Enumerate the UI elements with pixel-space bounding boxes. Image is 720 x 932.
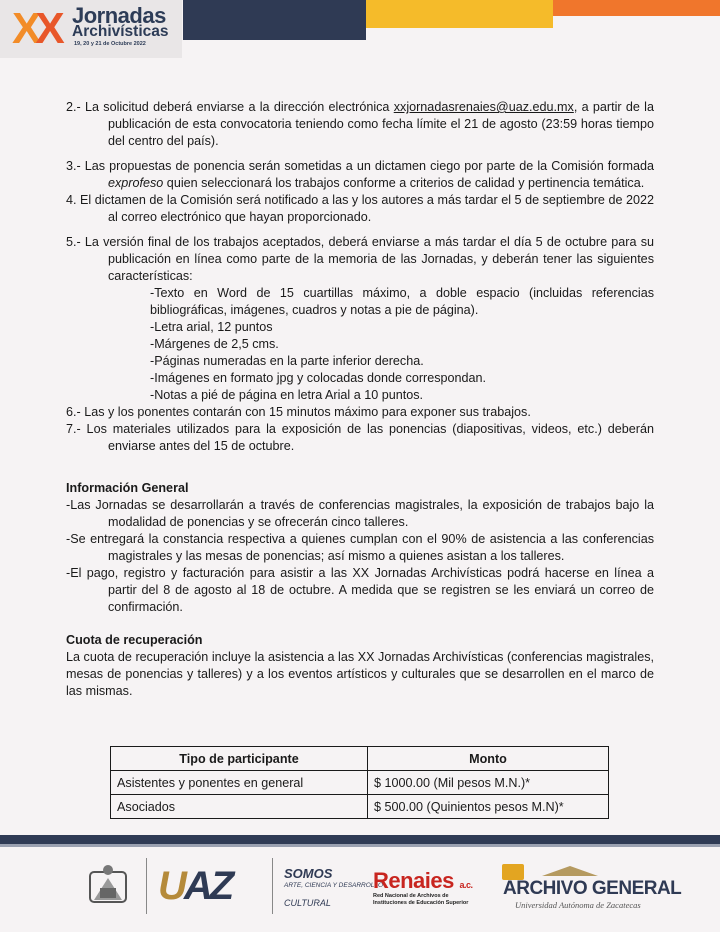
quota-heading: Cuota de recuperación — [66, 633, 203, 647]
renaies-subtitle: Red Nacional de Archivos de Instituciones de Educación Superior — [373, 893, 469, 906]
item-3-before: 3.- Las propuestas de ponencia serán sometidas a un dictamen ciego por parte de la Comisión formada — [66, 159, 654, 173]
renaies-name: Renaies — [373, 868, 454, 893]
item-2-suffix: , a partir de la publicación de esta convocatoria teniendo como fecha límite el 21 de agosto (23:59 horas tiempo del centro del país). — [108, 100, 654, 148]
table-cell: $ 500.00 (Quinientos pesos M.N)* — [368, 795, 609, 819]
column-header: Tipo de participante — [111, 747, 368, 771]
logo-dates: 19, 20 y 21 de Octubre 2022 — [74, 41, 146, 47]
renaies-ac: a.c. — [459, 880, 473, 890]
university-seal-icon — [84, 862, 132, 908]
footer-bar-secondary — [0, 844, 720, 847]
footer-logos — [0, 850, 720, 932]
quota-table — [110, 746, 609, 819]
item-6: 6.- Las y los ponentes contarán con 15 minutos máximo para exponer sus trabajos. — [66, 405, 531, 419]
somos-cultural: CULTURAL — [284, 898, 331, 908]
item-2 — [66, 99, 654, 150]
logo-mark: XX — [12, 4, 59, 53]
item-3-after: quien seleccionará los trabajos conforme a criterios de calidad y pertinencia temática. — [163, 176, 645, 190]
table-row — [111, 795, 609, 819]
characteristic-item: -Texto en Word de 15 cuartillas máximo, a doble espacio (incluidas referencias bibliográficas, imágenes, cuadros y notas a pie de página). — [150, 286, 654, 317]
renaies-logo — [373, 868, 473, 894]
characteristic-item: -Letra arial, 12 puntos — [150, 320, 273, 334]
email-link[interactable]: xxjornadasrenaies@uaz.edu.mx — [393, 100, 574, 114]
page-header — [0, 0, 720, 58]
logo-separator — [272, 858, 273, 914]
characteristic-item: -Notas a pié de página en letra Arial a 10 puntos. — [150, 388, 424, 402]
uaz-logo: UAZ — [158, 864, 232, 908]
document-body — [66, 99, 654, 700]
somos-subtitle: ARTE, CIENCIA Y DESARROLLO — [284, 882, 384, 889]
info-bullet: -El pago, registro y facturación para asistir a las XX Jornadas Archivísticas podrá hacerse en línea a partir del 8 de agosto al 18 de octubre. A medida que se registren se les enviará un correo de confirmación. — [66, 566, 654, 614]
item-3-italic: exprofeso — [108, 176, 164, 190]
table-header-row — [111, 747, 609, 771]
logo-separator — [146, 858, 147, 914]
quota-text: La cuota de recuperación incluye la asistencia a las XX Jornadas Archivísticas (conferencias magistrales, mesas de ponencias y talleres) y a los eventos artísticos y culturales que se desarrollen en el marco de las mismas. — [66, 650, 654, 698]
header-bar-navy — [183, 0, 366, 40]
info-bullet: -Las Jornadas se desarrollarán a través de conferencias magistrales, la exposición de trabajos bajo la modalidad de ponencias y se ofrecerán cinco talleres. — [66, 498, 654, 529]
table-cell: $ 1000.00 (Mil pesos M.N.)* — [368, 771, 609, 795]
item-7: 7.- Los materiales utilizados para la exposición de las ponencias (diapositivas, videos, etc.) deberán enviarse antes del 15 de octubre. — [66, 422, 654, 453]
info-bullet: -Se entregará la constancia respectiva a quienes cumplan con el 90% de asistencia a las conferencias magistrales y las mesas de ponencias; así mismo a quienes asistan a los talleres. — [66, 532, 654, 563]
header-bar-orange — [553, 0, 720, 16]
characteristic-item: -Márgenes de 2,5 cms. — [150, 337, 279, 351]
archivo-subtitle: Universidad Autónoma de Zacatecas — [515, 900, 641, 910]
archivo-general-logo: ARCHIVO GENERAL — [503, 878, 682, 899]
column-header: Monto — [368, 747, 609, 771]
info-heading: Información General — [66, 481, 189, 495]
footer-bar — [0, 835, 720, 844]
characteristic-item: -Imágenes en formato jpg y colocadas donde correspondan. — [150, 371, 487, 385]
item-3 — [66, 158, 654, 192]
item-4: 4. El dictamen de la Comisión será notificado a las y los autores a más tardar el 5 de septiembre de 2022 al correo electrónico que hayan proporcionado. — [66, 193, 654, 224]
table-row — [111, 771, 609, 795]
header-bar-yellow — [366, 0, 553, 28]
characteristic-item: -Páginas numeradas en la parte inferior derecha. — [150, 354, 424, 368]
event-logo — [0, 0, 182, 58]
item-2-prefix: 2.- La solicitud deberá enviarse a la dirección electrónica — [66, 100, 394, 114]
table-cell: Asistentes y ponentes en general — [111, 771, 368, 795]
archive-building-icon — [540, 864, 600, 878]
characteristics-list — [66, 285, 654, 404]
logo-title-line2: Archivísticas — [72, 23, 169, 40]
table-cell: Asociados — [111, 795, 368, 819]
somos-logo: SOMOS — [284, 866, 333, 881]
logo-title-line1: Jornadas — [72, 3, 166, 28]
item-5: 5.- La versión final de los trabajos aceptados, deberá enviarse a más tardar el día 5 de octubre para su publicación en línea como parte de la memoria de las Jornadas, y deberán tener las siguientes características: — [66, 235, 654, 283]
